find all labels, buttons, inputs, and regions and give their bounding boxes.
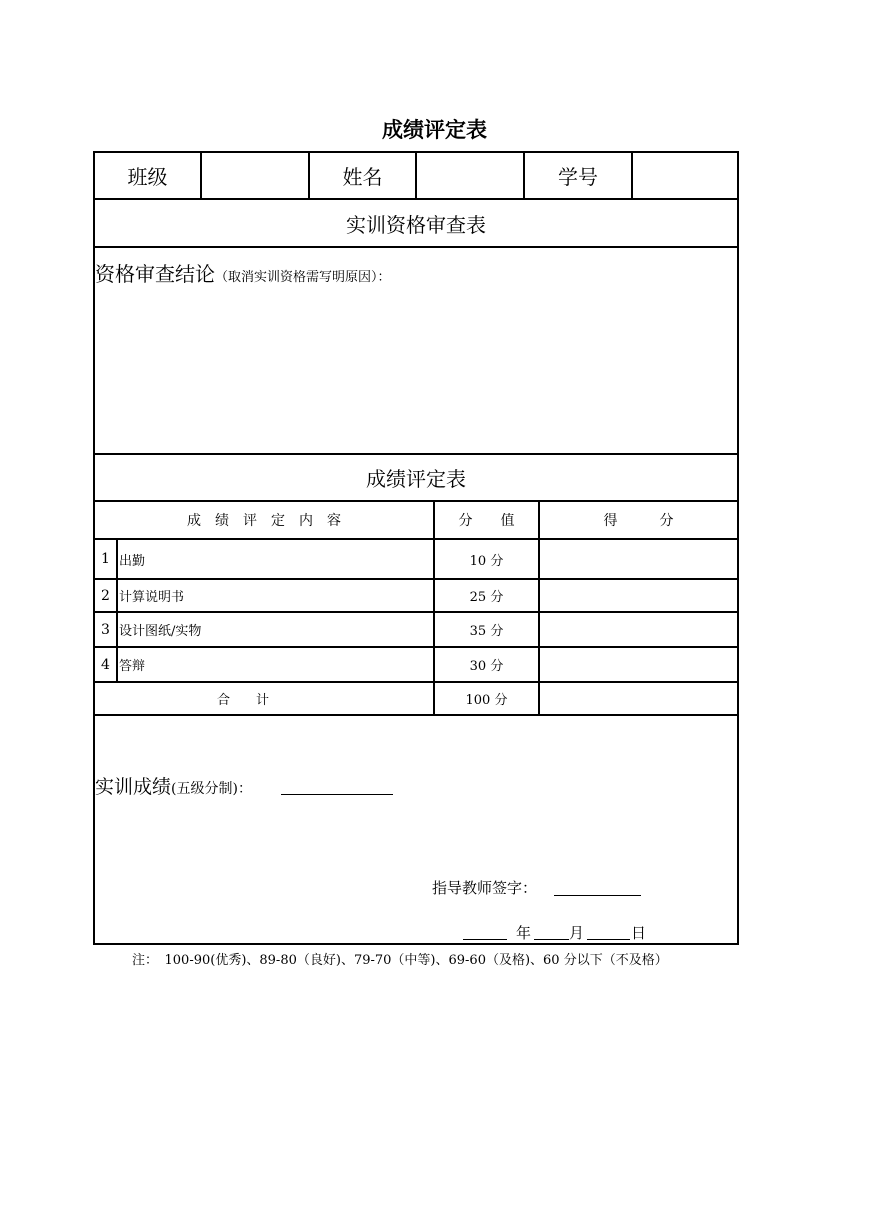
- row-number: 1: [101, 551, 110, 567]
- year-field[interactable]: [463, 922, 507, 940]
- row-number: 3: [101, 621, 110, 638]
- row-score-field[interactable]: [540, 580, 737, 611]
- column-header-content: 成 绩 评 定 内 容: [187, 513, 341, 529]
- column-header-value: 分 值: [458, 513, 515, 529]
- class-label: 班级: [127, 165, 168, 189]
- year-label: 年: [516, 924, 532, 942]
- column-header-score: 得 分: [603, 513, 674, 529]
- row-score-field[interactable]: [540, 648, 737, 681]
- day-field[interactable]: [587, 922, 630, 940]
- page-title: 成绩评定表: [382, 118, 487, 142]
- final-grade-note: (五级分制)：: [171, 781, 252, 797]
- qualification-section-title: 实训资格审查表: [346, 212, 486, 237]
- total-label: 合 计: [216, 693, 269, 708]
- row-number: 4: [101, 656, 110, 673]
- row-number: 2: [101, 587, 110, 604]
- row-item: 答辩: [119, 659, 146, 674]
- divider: [93, 714, 739, 716]
- signature-label: 指导教师签字：: [432, 879, 538, 897]
- day-label: 日: [631, 924, 647, 942]
- row-item: 出勤: [119, 553, 146, 569]
- total-score-field[interactable]: [540, 683, 737, 714]
- student-id-field[interactable]: [633, 153, 737, 198]
- total-value: 100 分: [465, 693, 508, 708]
- class-field[interactable]: [202, 153, 308, 198]
- name-field[interactable]: [417, 153, 523, 198]
- footnote: 注： 100-90(优秀)、89-80（良好)、79-70（中等)、69-60（及格)、60 分以下（不及格）: [132, 953, 668, 968]
- conclusion-input-area[interactable]: [95, 290, 737, 450]
- row-score-field[interactable]: [540, 613, 737, 646]
- row-value: 25 分: [469, 590, 504, 605]
- row-value: 10 分: [469, 553, 504, 569]
- qualification-conclusion: [95, 258, 391, 287]
- month-field[interactable]: [534, 922, 569, 940]
- final-grade-label: 实训成绩: [95, 776, 172, 798]
- conclusion-label: 资格审查结论: [95, 262, 215, 286]
- month-label: 月: [569, 924, 585, 942]
- grading-section-title: 成绩评定表: [366, 467, 466, 491]
- row-item: 设计图纸/实物: [119, 624, 202, 639]
- divider: [93, 246, 739, 248]
- row-item: 计算说明书: [119, 590, 185, 605]
- signature-field[interactable]: [554, 878, 641, 896]
- conclusion-note: （取消实训资格需写明原因）：: [215, 270, 391, 285]
- final-grade-field[interactable]: [281, 776, 393, 795]
- name-label: 姓名: [342, 165, 383, 189]
- row-value: 30 分: [469, 659, 504, 674]
- student-id-label: 学号: [558, 165, 598, 189]
- row-value: 35 分: [469, 624, 504, 639]
- row-score-field[interactable]: [540, 540, 737, 578]
- final-grade-line: [95, 772, 252, 799]
